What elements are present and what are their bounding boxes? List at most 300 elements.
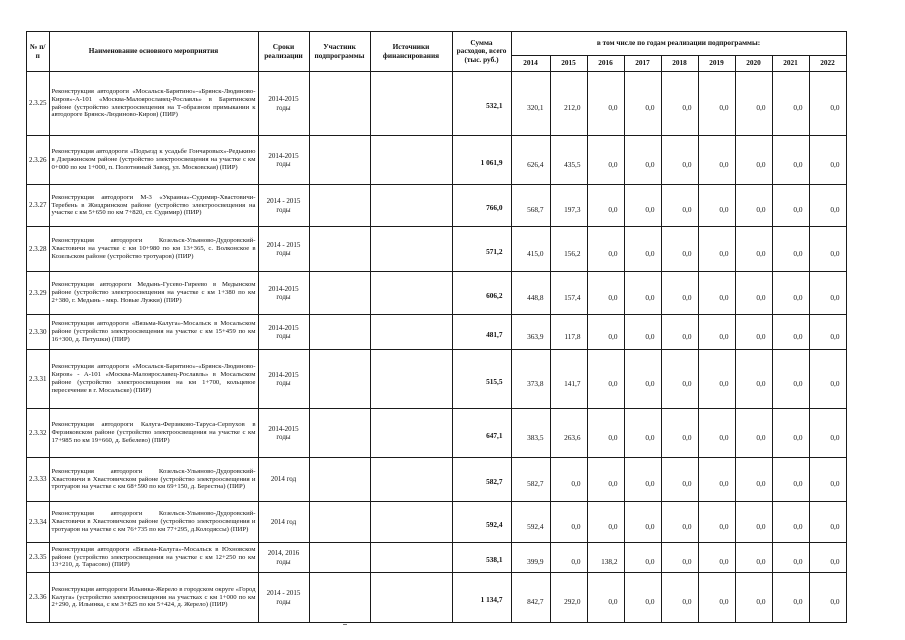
year-value-cell: [809, 72, 846, 136]
total-expenses: [452, 458, 511, 502]
activity-name: Реконструкция автодороги Козельск-Ульяново-Дудоровский-Хвастовичи в Хвастовичском районе (устройство электроосвещения и тротуаров на участке с км 76+735 по км 77+295, д.Колодяссы) (ПИР): [49, 502, 258, 543]
year-value-cell: [809, 227, 846, 272]
year-value: 0,0: [719, 205, 729, 215]
year-value-cell: [511, 315, 550, 350]
year-value-cell: [698, 502, 735, 543]
year-value: 0,0: [793, 159, 803, 169]
year-value: 0,0: [756, 103, 766, 113]
year-value: 0,0: [645, 248, 655, 258]
year-value: 0,0: [719, 521, 729, 531]
year-value-cell: [772, 502, 809, 543]
year-value-cell: [587, 272, 624, 315]
year-value: 0,0: [830, 378, 840, 388]
total-expenses-value: 1 061,9: [480, 157, 503, 167]
year-value-cell: [698, 72, 735, 136]
header-year: 2021: [772, 56, 809, 72]
year-value-cell: [624, 573, 661, 623]
year-value: 0,0: [830, 479, 840, 489]
year-value-cell: [698, 409, 735, 458]
year-value-cell: [661, 272, 698, 315]
year-value-cell: [587, 72, 624, 136]
table-row: [27, 350, 847, 409]
row-number: 2.3.26: [27, 136, 50, 185]
total-expenses: [452, 272, 511, 315]
year-value-cell: [511, 185, 550, 227]
year-value: 0,0: [682, 521, 692, 531]
year-value-cell: [809, 272, 846, 315]
year-value-cell: [624, 458, 661, 502]
implementation-term: 2014-2015 годы: [258, 272, 309, 315]
total-expenses-value: 532,1: [486, 101, 503, 111]
participant-cell: [309, 272, 370, 315]
year-value: 0,0: [719, 557, 729, 567]
year-value: 0,0: [682, 432, 692, 442]
year-value-cell: [624, 543, 661, 573]
participant-cell: [309, 409, 370, 458]
year-value-cell: [809, 573, 846, 623]
year-value: 0,0: [830, 159, 840, 169]
year-value-cell: [511, 227, 550, 272]
total-expenses: [452, 315, 511, 350]
year-value: 0,0: [830, 597, 840, 607]
year-value: 0,0: [719, 597, 729, 607]
year-value-cell: [698, 315, 735, 350]
year-value: 0,0: [571, 479, 581, 489]
year-value-cell: [735, 543, 772, 573]
year-value-cell: [587, 409, 624, 458]
header-activity-name: Наименование основного мероприятия: [49, 32, 258, 72]
year-value: 0,0: [830, 103, 840, 113]
year-value: 0,0: [571, 521, 581, 531]
year-value: 0,0: [682, 331, 692, 341]
year-value-cell: [735, 502, 772, 543]
year-value-cell: [698, 227, 735, 272]
year-value: 448,8: [527, 292, 544, 302]
year-value-cell: [772, 350, 809, 409]
year-value: 0,0: [719, 479, 729, 489]
total-expenses: [452, 350, 511, 409]
header-year: 2020: [735, 56, 772, 72]
year-value: 0,0: [645, 432, 655, 442]
year-value-cell: [809, 350, 846, 409]
header-year: 2016: [587, 56, 624, 72]
year-value-cell: [735, 350, 772, 409]
year-value-cell: [511, 458, 550, 502]
funding-source-cell: [370, 272, 452, 315]
implementation-term: 2014 год: [258, 502, 309, 543]
activity-name: Реконструкция автодороги Козельск-Ульяново-Дудоровский-Хвастовичи в Хвастовичском районе (устройство электроосвещения и тротуаров на участке с км 68+590 по км 69+150, д. Берестна) (ПИР): [49, 458, 258, 502]
year-value: 568,7: [527, 205, 544, 215]
table-row: [27, 185, 847, 227]
year-value: 415,0: [527, 248, 544, 258]
header-year: 2015: [550, 56, 587, 72]
year-value-cell: [809, 136, 846, 185]
year-value-cell: [809, 502, 846, 543]
header-years-group: в том числе по годам реализации подпрограммы:: [511, 32, 846, 56]
participant-cell: [309, 573, 370, 623]
year-value: 0,0: [608, 597, 618, 607]
participant-cell: [309, 227, 370, 272]
year-value: 0,0: [608, 292, 618, 302]
year-value-cell: [587, 350, 624, 409]
year-value-cell: [511, 72, 550, 136]
year-value: 0,0: [793, 248, 803, 258]
year-value-cell: [624, 409, 661, 458]
total-expenses: [452, 543, 511, 573]
year-value: 0,0: [608, 205, 618, 215]
year-value-cell: [735, 136, 772, 185]
year-value-cell: [624, 272, 661, 315]
year-value: 0,0: [830, 432, 840, 442]
year-value-cell: [661, 350, 698, 409]
total-expenses-value: 481,7: [486, 329, 503, 339]
year-value: 363,9: [527, 331, 544, 341]
year-value: 0,0: [830, 292, 840, 302]
year-value: 582,7: [527, 479, 544, 489]
year-value-cell: [587, 315, 624, 350]
implementation-term: 2014-2015 годы: [258, 350, 309, 409]
activity-name: Реконструкция автодороги Козельск-Ульяново-Дудоровский-Хвастовичи на участке с км 10+980 по км 13+365, с. Волконское в Козельском районе (устройство тротуаров) (ПИР): [49, 227, 258, 272]
year-value-cell: [661, 315, 698, 350]
year-value: 0,0: [608, 479, 618, 489]
year-value-cell: [661, 573, 698, 623]
year-value: 0,0: [682, 557, 692, 567]
year-value-cell: [511, 502, 550, 543]
table-row: [27, 272, 847, 315]
year-value: 0,0: [608, 378, 618, 388]
year-value: 0,0: [682, 103, 692, 113]
header-year: 2017: [624, 56, 661, 72]
year-value-cell: [550, 227, 587, 272]
year-value-cell: [624, 227, 661, 272]
header-year: 2014: [511, 56, 550, 72]
participant-cell: [309, 185, 370, 227]
year-value-cell: [772, 573, 809, 623]
year-value: 0,0: [608, 248, 618, 258]
year-value: 0,0: [682, 479, 692, 489]
year-value: 0,0: [830, 331, 840, 341]
year-value-cell: [511, 543, 550, 573]
year-value-cell: [698, 543, 735, 573]
year-value: 0,0: [830, 248, 840, 258]
year-value-cell: [698, 458, 735, 502]
year-value-cell: [772, 272, 809, 315]
header-year: 2022: [809, 56, 846, 72]
year-value-cell: [587, 502, 624, 543]
year-value: 399,9: [527, 557, 544, 567]
implementation-term: 2014 - 2015 годы: [258, 227, 309, 272]
table-row: [27, 227, 847, 272]
funding-source-cell: [370, 502, 452, 543]
header-year: 2019: [698, 56, 735, 72]
year-value: 0,0: [645, 521, 655, 531]
table-row: [27, 543, 847, 573]
total-expenses: [452, 72, 511, 136]
total-expenses-value: 1 134,7: [480, 595, 503, 605]
funding-source-cell: [370, 72, 452, 136]
year-value: 0,0: [793, 378, 803, 388]
year-value-cell: [735, 573, 772, 623]
year-value: 0,0: [645, 292, 655, 302]
funding-source-cell: [370, 185, 452, 227]
header-year: 2018: [661, 56, 698, 72]
year-value: 592,4: [527, 521, 544, 531]
row-number: 2.3.27: [27, 185, 50, 227]
year-value: 0,0: [793, 521, 803, 531]
year-value: 0,0: [756, 378, 766, 388]
year-value-cell: [511, 573, 550, 623]
year-value-cell: [772, 72, 809, 136]
year-value-cell: [772, 136, 809, 185]
row-number: 2.3.34: [27, 502, 50, 543]
participant-cell: [309, 315, 370, 350]
year-value: 0,0: [645, 557, 655, 567]
year-value: 138,2: [601, 557, 618, 567]
year-value: 373,8: [527, 378, 544, 388]
participant-cell: [309, 136, 370, 185]
year-value: 156,2: [564, 248, 581, 258]
year-value-cell: [511, 136, 550, 185]
year-value-cell: [661, 227, 698, 272]
total-expenses: [452, 185, 511, 227]
year-value: 0,0: [830, 521, 840, 531]
row-number: 2.3.33: [27, 458, 50, 502]
activity-name: Реконструкция автодороги «Подъезд к усадьбе Гончаровых»-Редькино в Дзержинском районе (устройство электроосвещения на участке с км 0+000 по км 1+000, п. Полотняный Завод, ул. Московская) (ПИР): [49, 136, 258, 185]
implementation-term: 2014 - 2015 годы: [258, 573, 309, 623]
row-number: 2.3.28: [27, 227, 50, 272]
year-value: 0,0: [756, 597, 766, 607]
year-value: 320,1: [527, 103, 544, 113]
year-value: 141,7: [564, 378, 581, 388]
year-value-cell: [550, 72, 587, 136]
year-value: 263,6: [564, 432, 581, 442]
year-value: 0,0: [793, 292, 803, 302]
total-expenses: [452, 573, 511, 623]
year-value: 0,0: [645, 205, 655, 215]
year-value: 0,0: [645, 597, 655, 607]
year-value-cell: [735, 272, 772, 315]
year-value-cell: [698, 350, 735, 409]
year-value-cell: [624, 185, 661, 227]
year-value-cell: [735, 185, 772, 227]
stray-mark: [343, 624, 347, 625]
year-value-cell: [550, 543, 587, 573]
year-value-cell: [661, 502, 698, 543]
year-value-cell: [661, 458, 698, 502]
year-value-cell: [587, 543, 624, 573]
year-value: 0,0: [719, 378, 729, 388]
year-value-cell: [661, 185, 698, 227]
year-value-cell: [550, 409, 587, 458]
year-value: 0,0: [682, 597, 692, 607]
year-value-cell: [587, 136, 624, 185]
year-value-cell: [772, 543, 809, 573]
year-value: 0,0: [682, 159, 692, 169]
activity-name: Реконструкция автодороги «Вязьма-Калуга»-Мосальск в Юхновском районе (устройство электроосвещения на участке с км 12+250 по км 13+210, д. Тарасово) (ПИР): [49, 543, 258, 573]
table-row: [27, 573, 847, 623]
year-value-cell: [550, 185, 587, 227]
year-value: 0,0: [719, 103, 729, 113]
table-row: [27, 72, 847, 136]
year-value-cell: [661, 72, 698, 136]
participant-cell: [309, 72, 370, 136]
year-value-cell: [809, 409, 846, 458]
activity-name: Реконструкция автодороги «Мосальск-Барятино»-«Брянск-Людиново-Киров» - А-101 «Москва-Малоярославец-Рославль» в Мосальском районе (устройство электроосвещения на км 1+700, кольцевое пересечение в г. Мосальске) (ПИР): [49, 350, 258, 409]
row-number: 2.3.32: [27, 409, 50, 458]
total-expenses-value: 515,5: [486, 376, 503, 386]
year-value: 0,0: [645, 159, 655, 169]
year-value: 0,0: [608, 432, 618, 442]
year-value: 0,0: [608, 331, 618, 341]
year-value-cell: [587, 573, 624, 623]
year-value: 0,0: [756, 248, 766, 258]
year-value-cell: [772, 458, 809, 502]
header-number: № п/п: [27, 32, 50, 72]
total-expenses: [452, 409, 511, 458]
year-value-cell: [772, 409, 809, 458]
row-number: 2.3.30: [27, 315, 50, 350]
activity-name: Реконструкция автодороги Калуга-Ферзиково-Таруса-Серпухов в Ферзиковском районе (устройство электроосвещения на участке с км 17+985 по км 19+660, д. Бебелево) (ПИР): [49, 409, 258, 458]
implementation-term: 2014 год: [258, 458, 309, 502]
year-value-cell: [772, 315, 809, 350]
year-value-cell: [624, 72, 661, 136]
implementation-term: 2014-2015 годы: [258, 315, 309, 350]
funding-source-cell: [370, 227, 452, 272]
year-value-cell: [587, 227, 624, 272]
year-value-cell: [809, 543, 846, 573]
activity-name: Реконструкция автодороги «Вязьма-Калуга»-Мосальск в Мосальском районе (устройство электроосвещения на участке с км 15+459 по км 16+300, д. Петушки) (ПИР): [49, 315, 258, 350]
funding-source-cell: [370, 350, 452, 409]
year-value: 0,0: [571, 557, 581, 567]
year-value: 0,0: [682, 292, 692, 302]
funding-source-cell: [370, 409, 452, 458]
total-expenses: [452, 136, 511, 185]
year-value: 0,0: [793, 432, 803, 442]
header-term: Сроки реализации: [258, 32, 309, 72]
year-value-cell: [550, 573, 587, 623]
funding-source-cell: [370, 315, 452, 350]
year-value-cell: [550, 315, 587, 350]
table-row: [27, 502, 847, 543]
year-value: 0,0: [682, 248, 692, 258]
year-value: 0,0: [793, 479, 803, 489]
funding-source-cell: [370, 543, 452, 573]
participant-cell: [309, 543, 370, 573]
year-value-cell: [550, 458, 587, 502]
participant-cell: [309, 502, 370, 543]
row-number: 2.3.29: [27, 272, 50, 315]
year-value: 383,5: [527, 432, 544, 442]
year-value: 0,0: [793, 205, 803, 215]
year-value-cell: [550, 136, 587, 185]
year-value-cell: [550, 272, 587, 315]
year-value: 0,0: [645, 103, 655, 113]
year-value: 0,0: [682, 378, 692, 388]
total-expenses-value: 606,2: [486, 290, 503, 300]
table-body: [27, 72, 847, 623]
year-value-cell: [698, 136, 735, 185]
row-number: 2.3.35: [27, 543, 50, 573]
total-expenses-value: 766,0: [486, 203, 503, 213]
year-value: 626,4: [527, 159, 544, 169]
year-value: 0,0: [830, 205, 840, 215]
year-value: 157,4: [564, 292, 581, 302]
year-value-cell: [661, 409, 698, 458]
implementation-term: 2014-2015 годы: [258, 136, 309, 185]
total-expenses-value: 582,7: [486, 477, 503, 487]
year-value: 292,0: [564, 597, 581, 607]
activity-name: Реконструкция автодороги М-3 «Украина»-Судимир-Хвастовичи-Теребень в Жиздринском районе (устройство электроосвещения на участке с км 5+650 по км 7+820, ст. Судимир) (ПИР): [49, 185, 258, 227]
participant-cell: [309, 350, 370, 409]
year-value-cell: [735, 458, 772, 502]
year-value-cell: [809, 458, 846, 502]
total-expenses-value: 592,4: [486, 519, 503, 529]
header-funding-source: Источники финансирования: [370, 32, 452, 72]
year-value: 0,0: [793, 597, 803, 607]
year-value: 0,0: [608, 103, 618, 113]
year-value: 0,0: [719, 159, 729, 169]
table-row: [27, 409, 847, 458]
year-value-cell: [698, 185, 735, 227]
year-value-cell: [809, 315, 846, 350]
year-value: 0,0: [756, 557, 766, 567]
year-value-cell: [735, 72, 772, 136]
year-value-cell: [511, 272, 550, 315]
year-value-cell: [511, 350, 550, 409]
year-value: 0,0: [645, 378, 655, 388]
table-row: [27, 315, 847, 350]
year-value: 0,0: [719, 432, 729, 442]
year-value: 0,0: [645, 479, 655, 489]
year-value: 0,0: [682, 205, 692, 215]
year-value-cell: [511, 409, 550, 458]
year-value-cell: [772, 227, 809, 272]
year-value: 0,0: [793, 331, 803, 341]
header-participant: Участник подпрограммы: [309, 32, 370, 72]
year-value: 0,0: [793, 557, 803, 567]
subprogram-activities-table: [26, 31, 847, 623]
funding-source-cell: [370, 136, 452, 185]
implementation-term: 2014, 2016 годы: [258, 543, 309, 573]
year-value: 0,0: [830, 557, 840, 567]
year-value: 0,0: [793, 103, 803, 113]
year-value-cell: [698, 573, 735, 623]
implementation-term: 2014-2015 годы: [258, 409, 309, 458]
year-value-cell: [735, 409, 772, 458]
year-value: 0,0: [756, 205, 766, 215]
year-value: 0,0: [608, 521, 618, 531]
budget-table-sheet: [26, 31, 847, 623]
year-value: 0,0: [645, 331, 655, 341]
year-value: 0,0: [756, 331, 766, 341]
year-value: 0,0: [756, 479, 766, 489]
year-value-cell: [661, 543, 698, 573]
year-value: 0,0: [756, 292, 766, 302]
year-value: 0,0: [719, 248, 729, 258]
table-row: [27, 136, 847, 185]
year-value-cell: [772, 185, 809, 227]
year-value-cell: [735, 227, 772, 272]
year-value: 212,0: [564, 103, 581, 113]
activity-name: Реконструкция автодороги Ильинка-Жерело в городском округе «Город Калуга» (устройство электроосвещения на участках с км 1+000 по км 2+290, д. Ильинка, с км 3+825 по км 5+424, д. Жерело) (ПИР): [49, 573, 258, 623]
year-value: 0,0: [756, 521, 766, 531]
year-value: 197,3: [564, 205, 581, 215]
implementation-term: 2014 - 2015 годы: [258, 185, 309, 227]
table-row: [27, 458, 847, 502]
total-expenses-value: 571,2: [486, 246, 503, 256]
year-value-cell: [624, 350, 661, 409]
year-value: 0,0: [719, 292, 729, 302]
